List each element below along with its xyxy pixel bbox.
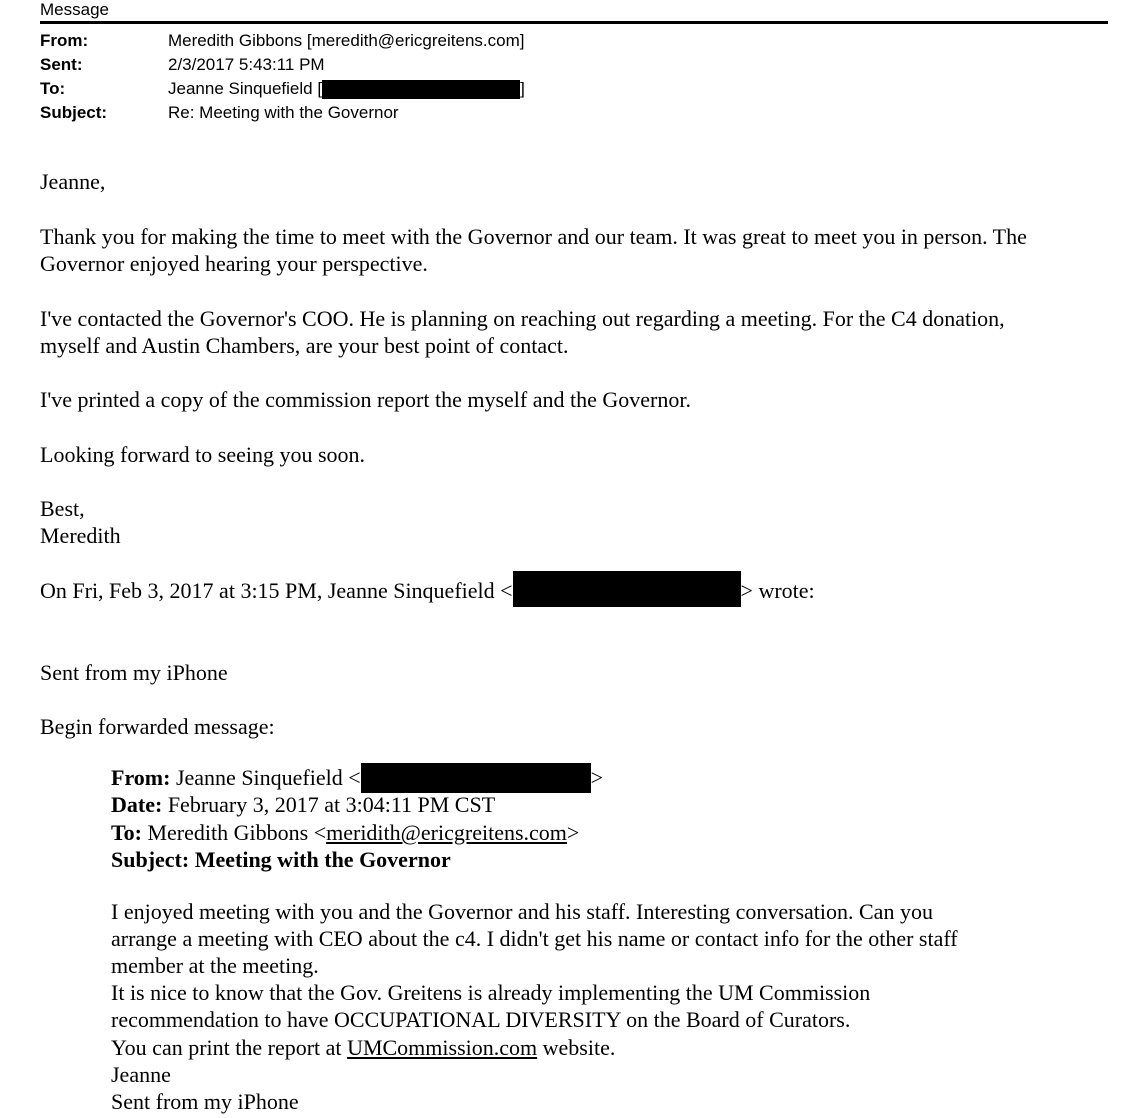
quote-intro-suffix: > wrote: [740, 578, 815, 603]
quote-intro-prefix: On Fri, Feb 3, 2017 at 3:15 PM, Jeanne Sinquefield < [40, 578, 513, 603]
fwd-to-row [111, 819, 579, 846]
forward-intro: Begin forwarded message: [40, 714, 275, 739]
sent-from-iphone: Sent from my iPhone [40, 660, 228, 685]
fwd-to-label: To: [111, 820, 142, 845]
umcommission-link[interactable]: UMCommission.com [347, 1035, 538, 1060]
fwd-from-label: From: [111, 765, 171, 790]
fwd-body-line-6-prefix: You can print the report at [111, 1035, 348, 1060]
sent-value: 2/3/2017 5:43:11 PM [168, 55, 325, 74]
fwd-sent-from-iphone: Sent from my iPhone [111, 1089, 299, 1114]
fwd-to-close: > [566, 820, 580, 845]
fwd-date-label: Date: [111, 792, 163, 817]
to-value [168, 78, 525, 100]
from-label: From: [40, 31, 89, 50]
from-value: Meredith Gibbons [meredith@ericgreitens.com] [168, 31, 525, 50]
to-name: Jeanne Sinquefield [ [168, 79, 323, 98]
paragraph-2-line-1: I've contacted the Governor's COO. He is planning on reaching out regarding a meeting. For the C4 donation, [40, 306, 1005, 331]
fwd-from-row [111, 764, 603, 793]
signature: Meredith [40, 523, 121, 548]
fwd-from-name: Jeanne Sinquefield < [175, 765, 361, 790]
redaction-block [513, 571, 741, 607]
fwd-date-row [111, 791, 495, 818]
to-label: To: [40, 79, 66, 98]
paragraph-3: I've printed a copy of the commission report the myself and the Governor. [40, 387, 691, 412]
to-bracket-close: ] [520, 79, 525, 98]
paragraph-4: Looking forward to seeing you soon. [40, 442, 366, 467]
message-section-label: Message [40, 0, 109, 19]
fwd-date-value: February 3, 2017 at 3:04:11 PM CST [167, 792, 496, 817]
fwd-body-line-4: It is nice to know that the Gov. Greitens is already implementing the UM Commission [111, 980, 871, 1005]
header-divider [40, 21, 1108, 24]
fwd-body-line-5: recommendation to have OCCUPATIONAL DIVERSITY on the Board of Curators. [111, 1007, 851, 1032]
paragraph-1-line-1: Thank you for making the time to meet with the Governor and our team. It was great to meet you in person. The [40, 224, 1027, 249]
fwd-subject-value: Meeting with the Governor [194, 847, 451, 872]
fwd-subject-row [111, 846, 451, 873]
subject-value: Re: Meeting with the Governor [168, 103, 399, 122]
redaction-block [361, 763, 591, 793]
fwd-body-line-2: arrange a meeting with CEO about the c4. I didn't get his name or contact info for the other staff [111, 926, 958, 951]
paragraph-2-line-2: myself and Austin Chambers, are your best point of contact. [40, 333, 569, 358]
fwd-from-close: > [590, 765, 604, 790]
fwd-body-line-6 [111, 1034, 615, 1061]
fwd-subject-label: Subject: [111, 847, 190, 872]
closing: Best, [40, 496, 85, 521]
paragraph-1-line-2: Governor enjoyed hearing your perspective. [40, 251, 428, 276]
fwd-to-name: Meredith Gibbons < [147, 820, 327, 845]
fwd-to-email-link[interactable]: meridith@ericgreitens.com [326, 820, 567, 845]
fwd-body-line-3: member at the meeting. [111, 953, 319, 978]
fwd-body-line-1: I enjoyed meeting with you and the Governor and his staff. Interesting conversation. Can you [111, 899, 933, 924]
fwd-signoff: Jeanne [111, 1062, 171, 1087]
sent-label: Sent: [40, 55, 83, 74]
quote-intro [40, 577, 815, 607]
greeting: Jeanne, [40, 169, 106, 194]
fwd-body-line-6-suffix: website. [537, 1035, 616, 1060]
subject-label: Subject: [40, 103, 108, 122]
redaction-block [322, 80, 520, 99]
